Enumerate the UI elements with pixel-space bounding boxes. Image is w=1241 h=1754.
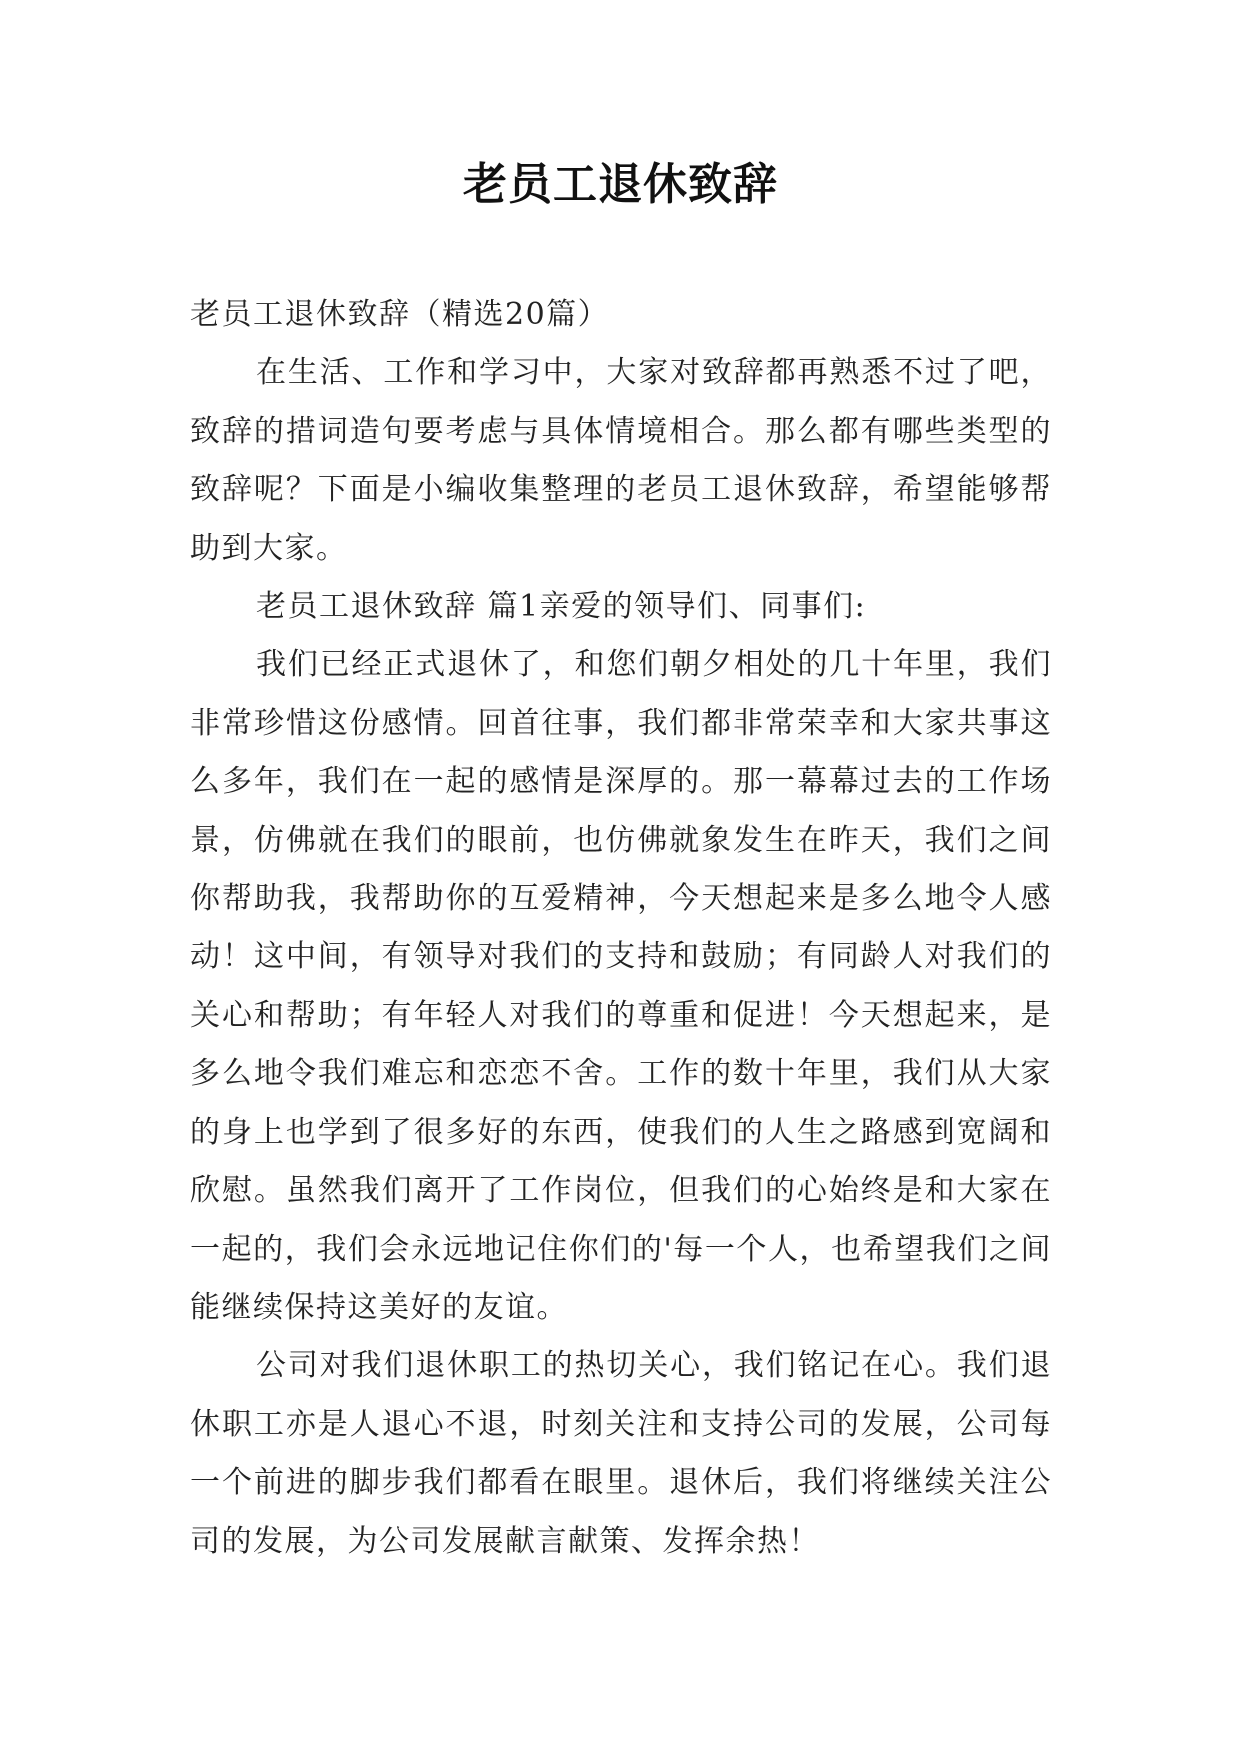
body-paragraph: 我们已经正式退休了，和您们朝夕相处的几十年里，我们非常珍惜这份感情。回首往事，我们都非常荣幸和大家共事这么多年，我们在一起的感情是深厚的。那一幕幕过去的工作场景，仿佛就在我们的眼前，也仿佛就象发生在昨天，我们之间你帮助我，我帮助你的互爱精神，今天想起来是多么地令人感动！这中间，有领导对我们的支持和鼓励；有同龄人对我们的关心和帮助；有年轻人对我们的尊重和促进！今天想起来，是多么地令我们难忘和恋恋不舍。工作的数十年里，我们从大家的身上也学到了很多好的东西，使我们的人生之路感到宽阔和欣慰。虽然我们离开了工作岗位，但我们的心始终是和大家在一起的，我们会永远地记住你们的'每一个人，也希望我们之间能继续保持这美好的友谊。	[190, 647, 1052, 1325]
body-paragraph: 公司对我们退休职工的热切关心，我们铭记在心。我们退休职工亦是人退心不退，时刻关注和支持公司的发展，公司每一个前进的脚步我们都看在眼里。退休后，我们将继续关注公司的发展，为公司发展献言献策、发挥余热！	[190, 1348, 1052, 1559]
document-subtitle: 老员工退休致辞（精选20篇）	[190, 297, 610, 332]
document-body	[190, 286, 1052, 1571]
document-title: 老员工退休致辞	[463, 159, 778, 210]
section-heading-paragraph: 老员工退休致辞 篇1亲爱的领导们、同事们:	[256, 589, 867, 625]
intro-paragraph: 在生活、工作和学习中，大家对致辞都再熟悉不过了吧，致辞的措词造句要考虑与具体情境相合。那么都有哪些类型的致辞呢？下面是小编收集整理的老员工退休致辞，希望能够帮助到大家。	[190, 355, 1052, 566]
